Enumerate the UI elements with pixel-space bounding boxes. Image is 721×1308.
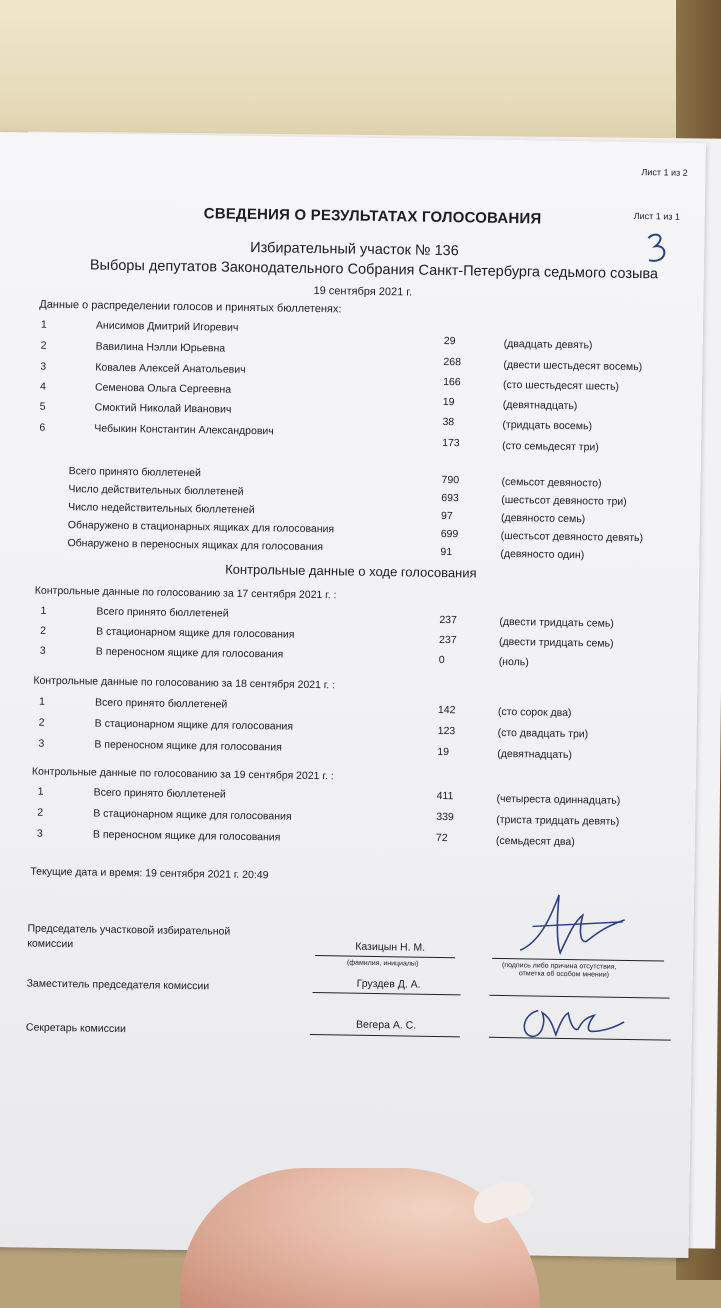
total-value: 693	[441, 491, 459, 505]
candidate-votes: 268	[443, 355, 462, 369]
total-label: Обнаружено в стационарных ящиках для голосования	[67, 519, 335, 536]
secretary-signature-image	[516, 1000, 627, 1052]
total-words: (семьсот девяносто)	[501, 475, 602, 490]
candidate-votes: 166	[443, 375, 461, 389]
total-value: 790	[441, 473, 460, 487]
control-day-heading: Контрольные данные по голосованию за 19 сентября 2021 г. :	[31, 765, 334, 783]
candidate-votes-words: (сто семьдесят три)	[502, 439, 599, 454]
chair-role: Председатель участковой избирательной	[27, 922, 231, 938]
row-value: 19	[437, 745, 450, 759]
secretary-role: Секретарь комиссии	[25, 1021, 127, 1036]
candidate-name: Семенова Ольга Сергеевна	[94, 381, 232, 396]
row-label: В переносном ящике для голосования	[94, 738, 282, 754]
handwritten-number	[643, 230, 674, 270]
chair-signature-image	[512, 890, 633, 962]
candidate-number: 1	[40, 318, 47, 331]
candidate-votes-words: (тридцать восемь)	[502, 418, 593, 433]
candidate-number: 2	[40, 339, 47, 352]
control-section-heading: Контрольные данные о ходе голосования	[225, 561, 477, 581]
row-words: (семьдесят два)	[495, 834, 575, 849]
candidate-votes-words: (девятнадцать)	[502, 398, 578, 413]
secretary-name: Вегера А. С.	[355, 1018, 417, 1032]
row-words: (девятнадцать)	[497, 747, 572, 762]
row-number: 1	[37, 785, 44, 798]
chair-name-line	[315, 955, 455, 958]
under-page-number: Лист 1 из 2	[641, 167, 688, 178]
row-value: 339	[436, 810, 454, 824]
candidate-number: 3	[40, 360, 47, 373]
row-value: 142	[437, 703, 456, 717]
distribution-heading: Данные о распределении голосов и принятых бюллетенях:	[39, 298, 342, 316]
row-label: В переносном ящике для голосования	[95, 645, 284, 661]
candidate-name: Чебыкин Константин Александрович	[94, 422, 274, 438]
row-label: Всего принято бюллетеней	[93, 786, 226, 801]
name-caption: (фамилия, инициалы)	[346, 959, 419, 968]
signature-caption: (подпись либо причина отсутствия,	[501, 961, 617, 971]
row-number: 3	[39, 644, 46, 657]
row-label: В переносном ящике для голосования	[92, 828, 281, 844]
total-words: (девяносто семь)	[500, 511, 586, 526]
candidate-votes-words: (двести шестьдесят восемь)	[503, 358, 643, 374]
candidate-number: 5	[39, 400, 46, 413]
total-value: 97	[440, 509, 453, 523]
total-words: (шестьсот девяносто три)	[501, 493, 627, 508]
row-label: В стационарном ящике для голосования	[93, 807, 292, 823]
row-words: (сто двадцать три)	[497, 726, 589, 741]
row-value: 0	[438, 653, 445, 667]
candidate-name: Ковалев Алексей Анатольевич	[95, 361, 246, 376]
row-number: 3	[36, 827, 43, 840]
ballot-results-sheet	[0, 132, 706, 1258]
row-number: 3	[38, 737, 45, 750]
deputy-name-line	[313, 992, 461, 995]
row-number: 2	[40, 624, 47, 637]
total-value: 91	[440, 545, 453, 559]
row-label: Всего принято бюллетеней	[96, 605, 229, 620]
row-label: В стационарном ящике для голосования	[96, 625, 295, 641]
row-value: 411	[436, 789, 454, 803]
precinct-number: Избирательный участок № 136	[250, 239, 459, 260]
row-words: (ноль)	[498, 655, 529, 669]
signature-caption-continued: отметка об особом мнении)	[518, 970, 610, 979]
total-words: (девяносто один)	[500, 547, 585, 562]
candidate-votes-words: (двадцать девять)	[503, 337, 593, 352]
chair-role-continued: комиссии	[27, 937, 74, 951]
row-label: В стационарном ящике для голосования	[94, 717, 294, 733]
candidate-number: 6	[39, 421, 46, 434]
row-value: 237	[439, 613, 458, 627]
total-label: Обнаружено в переносных ящиках для голосования	[67, 537, 324, 554]
candidate-votes: 173	[442, 436, 460, 450]
candidate-name: Смоктий Николай Иванович	[94, 401, 232, 416]
election-date: 19 сентября 2021 г.	[313, 284, 413, 299]
row-number: 1	[38, 695, 45, 708]
deputy-name: Груздев Д. А.	[356, 977, 421, 991]
row-words: (двести тридцать семь)	[498, 635, 614, 650]
total-words: (шестьсот девяносто девять)	[500, 529, 644, 545]
row-words: (триста тридцать девять)	[496, 813, 620, 828]
row-label: Всего принято бюллетеней	[94, 696, 228, 711]
row-value: 123	[437, 724, 456, 738]
candidate-votes-words: (сто шестьдесят шесть)	[502, 378, 620, 393]
current-datetime: Текущие дата и время: 19 сентября 2021 г. 20:49	[30, 865, 269, 882]
row-value: 72	[435, 831, 448, 845]
row-value: 237	[438, 633, 457, 647]
candidate-votes: 19	[442, 395, 455, 409]
row-words: (сто сорок два)	[497, 705, 572, 720]
candidate-votes: 38	[442, 415, 455, 429]
row-words: (четыреста одиннадцать)	[496, 792, 621, 807]
chair-name: Казицын Н. М.	[355, 940, 426, 954]
candidate-name: Анисимов Дмитрий Игоревич	[95, 319, 239, 334]
secretary-name-line	[310, 1034, 460, 1037]
total-label: Число действительных бюллетеней	[68, 483, 244, 498]
row-number: 2	[37, 806, 44, 819]
total-label: Всего принято бюллетеней	[68, 465, 201, 480]
row-number: 1	[40, 604, 47, 617]
candidate-number: 4	[39, 380, 46, 393]
candidate-votes: 29	[443, 334, 456, 348]
control-day-heading: Контрольные данные по голосованию за 18 сентября 2021 г. :	[33, 674, 336, 692]
election-name: Выборы депутатов Законодательного Собрания Санкт-Петербурга седьмого созыва	[89, 257, 659, 283]
total-label: Число недействительных бюллетеней	[68, 501, 255, 517]
total-value: 699	[440, 527, 459, 541]
deputy-signature-line	[489, 995, 669, 999]
candidate-name: Вавилина Нэлли Юрьевна	[95, 340, 226, 355]
row-number: 2	[38, 716, 45, 729]
row-words: (двести тридцать семь)	[499, 615, 614, 630]
deputy-role: Заместитель председателя комиссии	[26, 977, 210, 993]
control-day-heading: Контрольные данные по голосованию за 17 сентября 2021 г. :	[34, 584, 337, 602]
document-title: СВЕДЕНИЯ О РЕЗУЛЬТАТАХ ГОЛОСОВАНИЯ	[203, 205, 542, 228]
page-number: Лист 1 из 1	[633, 210, 681, 222]
